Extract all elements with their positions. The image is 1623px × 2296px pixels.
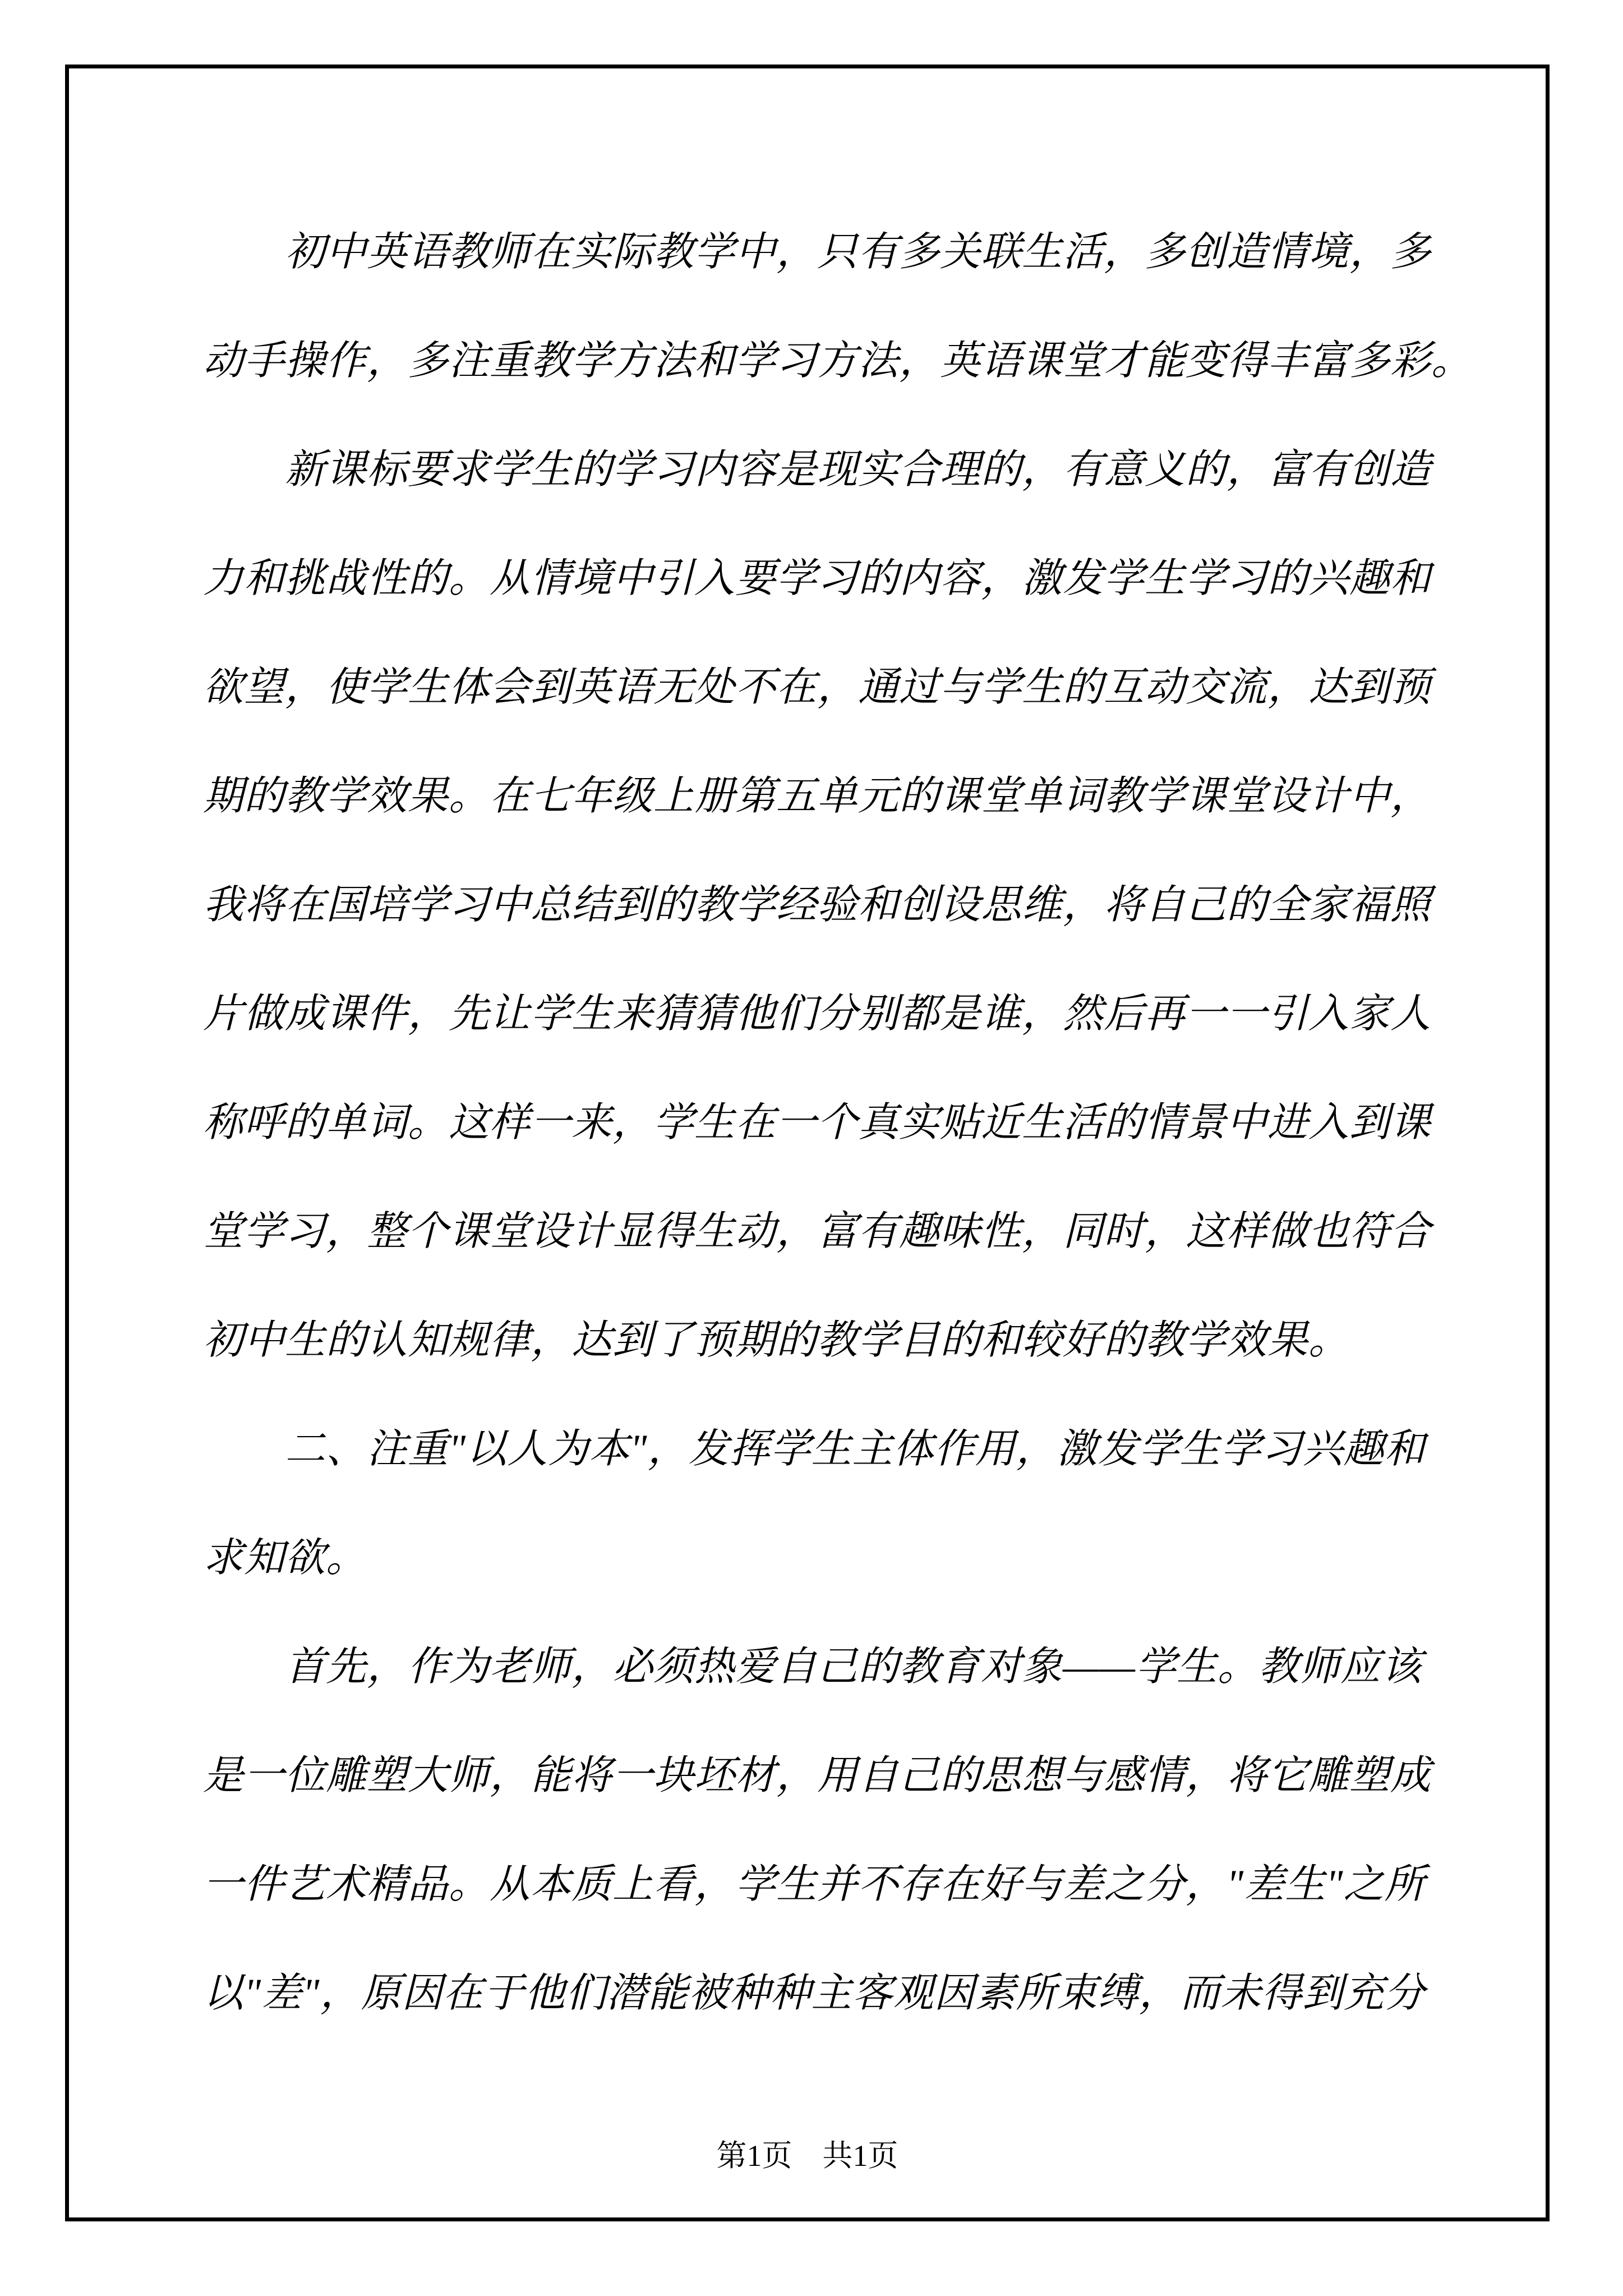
text-line: 称呼的单词。这样一来，学生在一个真实贴近生活的情景中进入到课 <box>203 1100 1432 1145</box>
text-line: 新课标要求学生的学习内容是现实合理的，有意义的，富有创造 <box>285 447 1432 492</box>
text-line: 片做成课件，先让学生来猜猜他们分别都是谁，然后再一一引入家人 <box>203 991 1432 1036</box>
text-line: 以"差"，原因在于他们潜能被种种主客观因素所束缚，而未得到充分 <box>203 1971 1426 2016</box>
document-body <box>203 197 1473 2047</box>
text-line: 一件艺术精品。从本质上看，学生并不存在好与差之分，"差生"之所 <box>203 1862 1426 1907</box>
text-line: 是一位雕塑大师，能将一块坯材，用自己的思想与感情，将它雕塑成 <box>203 1753 1432 1798</box>
text-line: 我将在国培学习中总结到的教学经验和创设思维，将自己的全家福照 <box>203 882 1432 927</box>
text-line: 动手操作，多注重教学方法和学习方法，英语课堂才能变得丰富多彩。 <box>203 338 1473 383</box>
text-line: 首先，作为老师，必须热爱自己的教育对象——学生。教师应该 <box>285 1644 1423 1689</box>
page-footer: 第1页 共1页 <box>716 2139 898 2173</box>
text-line: 欲望，使学生体会到英语无处不在，通过与学生的互动交流，达到预 <box>203 665 1432 710</box>
text-line: 堂学习，整个课堂设计显得生动，富有趣味性，同时，这样做也符合 <box>203 1209 1432 1254</box>
text-line: 二、注重"以人为本"，发挥学生主体作用，激发学生学习兴趣和 <box>285 1427 1426 1471</box>
text-line: 力和挑战性的。从情境中引入要学习的内容，激发学生学习的兴趣和 <box>203 556 1432 601</box>
page-border <box>65 65 1550 2221</box>
text-line: 期的教学效果。在七年级上册第五单元的课堂单词教学课堂设计中， <box>203 774 1432 818</box>
text-line: 求知欲。 <box>203 1535 367 1580</box>
text-line: 初中英语教师在实际教学中，只有多关联生活，多创造情境，多 <box>285 229 1432 274</box>
text-line: 初中生的认知规律，达到了预期的教学目的和较好的教学效果。 <box>203 1318 1350 1363</box>
